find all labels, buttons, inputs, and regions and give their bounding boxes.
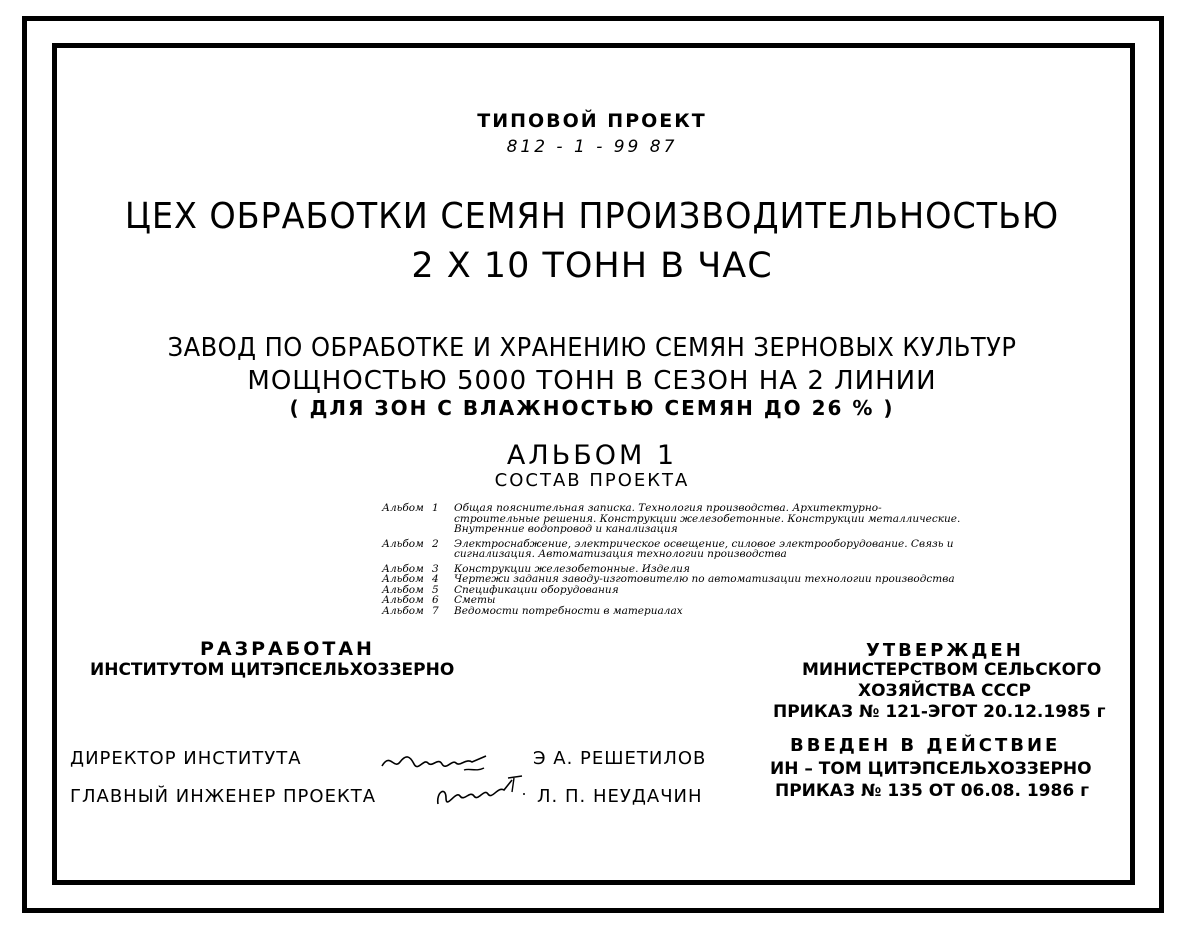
introduced-line-1: ИН – ТОМ ЦИТЭПСЕЛЬХОЗЗЕРНО (770, 759, 1092, 779)
contents-item-label: Альбом (382, 537, 424, 550)
contents-item-label: Альбом (382, 573, 424, 585)
contents-item (382, 539, 964, 560)
contents-item (382, 503, 964, 535)
contents-item-text: Общая пояснительная записка. Технология производства. Архитектурно-строительные решения. Конструкции железобетонные. Конструкции металлические. Внутренние водопровод и канализация (454, 502, 961, 535)
contents-item-text: Спецификации оборудования (454, 583, 619, 596)
contents-item-label: Альбом (382, 502, 424, 514)
main-title-line-2: 2 X 10 ТОНН В ЧАС (411, 246, 773, 286)
album-subtitle: СОСТАВ ПРОЕКТА (494, 470, 690, 491)
contents-item-number: 6 (432, 594, 439, 606)
introduced-heading: ВВЕДЕН В ДЕЙСТВИЕ (790, 735, 1061, 756)
project-type-title: ТИПОВОЙ ПРОЕКТ (477, 110, 707, 132)
project-code: 812 - 1 - 99 87 (506, 137, 678, 157)
contents-item-text: Ведомости потребности в материалах (454, 604, 683, 617)
contents-item-text: Электроснабжение, электрическое освещение, силовое электрооборудование. Связь и сигнализация. Автоматизация технологии производства (454, 537, 954, 560)
main-title-line-1: ЦЕХ ОБРАБОТКИ СЕМЯН ПРОИЗВОДИТЕЛЬНОСТЬЮ (124, 196, 1060, 237)
director-name: Э А. РЕШЕТИЛОВ (533, 748, 707, 769)
album-title: АЛЬБОМ 1 (506, 440, 678, 471)
engineer-label: ГЛАВНЫЙ ИНЖЕНЕР ПРОЕКТА (70, 786, 377, 807)
engineer-name: Л. П. НЕУДАЧИН (537, 786, 703, 807)
contents-item-label: Альбом (382, 583, 424, 596)
introduced-order: ПРИКАЗ № 135 ОТ 06.08. 1986 г (775, 781, 1089, 801)
contents-item-text: Чертежи задания заводу-изготовителю по автоматизации технологии производства (454, 573, 955, 585)
contents-item-number: 3 (432, 562, 439, 575)
developed-heading: РАЗРАБОТАН (200, 638, 375, 660)
contents-item-label: Альбом (382, 604, 424, 617)
contents-item (382, 574, 964, 585)
contents-item-label: Альбом (382, 594, 424, 606)
contents-item-text: Конструкции железобетонные. Изделия (454, 562, 690, 575)
contents-item-number: 2 (432, 537, 439, 550)
approved-heading: УТВЕРЖДЕН (866, 640, 1024, 661)
contents-item-label: Альбом (382, 562, 424, 575)
contents-item (382, 606, 964, 617)
engineer-signature (432, 772, 532, 812)
approved-order: ПРИКАЗ № 121-ЭГОТ 20.12.1985 г (773, 702, 1106, 722)
contents-item (382, 595, 964, 606)
contents-item-number: 1 (432, 502, 439, 514)
director-label: ДИРЕКТОР ИНСТИТУТА (70, 748, 302, 769)
developed-by: ИНСТИТУТОМ ЦИТЭПСЕЛЬХОЗЗЕРНО (90, 660, 455, 680)
contents-item-number: 4 (432, 573, 439, 585)
contents-list (382, 503, 964, 616)
plant-description-line-3: ( ДЛЯ ЗОН С ВЛАЖНОСТЬЮ СЕМЯН ДО 26 % ) (289, 396, 895, 420)
plant-description-line-2: МОЩНОСТЬЮ 5000 ТОНН В СЕЗОН НА 2 ЛИНИИ (247, 366, 937, 396)
plant-description-line-1: ЗАВОД ПО ОБРАБОТКЕ И ХРАНЕНИЮ СЕМЯН ЗЕРНОВЫХ КУЛЬТУР (167, 333, 1017, 363)
contents-item-number: 5 (432, 583, 439, 596)
contents-item-number: 7 (432, 604, 439, 617)
contents-item-text: Сметы (454, 594, 496, 606)
approved-line-2: ХОЗЯЙСТВА СССР (858, 681, 1031, 701)
approved-line-1: МИНИСТЕРСТВОМ СЕЛЬСКОГО (802, 660, 1102, 680)
